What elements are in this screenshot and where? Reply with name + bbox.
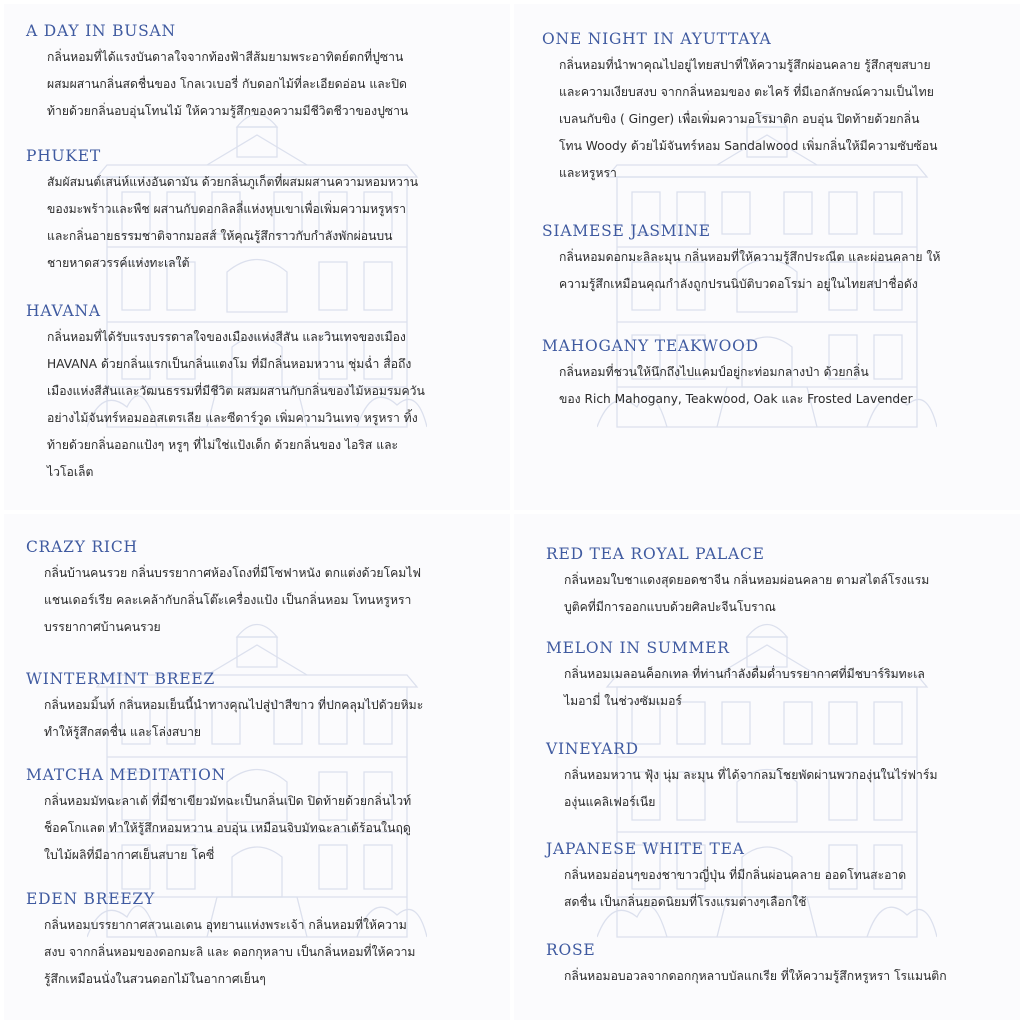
scent-title: CRAZY RICH: [26, 538, 138, 556]
scent-title: VINEYARD: [546, 740, 639, 758]
scent-entry: [514, 337, 1020, 413]
scent-title: JAPANESE WHITE TEA: [546, 840, 745, 858]
scent-title: RED TEA ROYAL PALACE: [546, 545, 765, 563]
scent-entry: [4, 538, 510, 641]
scent-description: กลิ่นหอมอบอวลจากดอกกุหลาบบัลแกเรีย ที่ให้ความรู้สึกหรูหรา โรแมนติก: [564, 969, 947, 983]
scent-title: MAHOGANY TEAKWOOD: [542, 337, 759, 355]
scent-entry: [514, 30, 1020, 187]
panel-top-left: [4, 4, 510, 510]
scent-entry: [4, 766, 510, 869]
scent-description: กลิ่นหอมมัทฉะลาเต้ ที่มีชาเขียวมัทฉะเป็นกลิ่นเปิด ปิดท้ายด้วยกลิ่นไวท์ ช็อคโกแลต ทำให้รู้สึกหอมหวาน อบอุ่น เหมือนจิบมัทฉะลาเต้ร้อนในฤดู ใบไม้ผลิที่มีอากาศเย็นสบาย โคซี่: [44, 794, 412, 862]
scent-title: PHUKET: [26, 147, 102, 165]
scent-entry: [514, 639, 1020, 715]
scent-title: HAVANA: [26, 302, 101, 320]
scent-description: กลิ่นหอมอ่อนๆของชาขาวญี่ปุ่น ที่มีกลิ่นผ่อนคลาย ออดโทนสะอาด สดชื่น เป็นกลิ่นยอดนิยมที่โรงแรมต่างๆเลือกใช้: [564, 868, 907, 909]
scent-title: WINTERMINT BREEZ: [26, 670, 216, 688]
scent-title: MATCHA MEDITATION: [26, 766, 226, 784]
scent-entry: [4, 302, 510, 486]
scent-entry: [4, 670, 510, 746]
scent-description: กลิ่นหอมมิ้นท์ กลิ่นหอมเย็นนี้นำทางคุณไปสู่ป่าสีขาว ที่ปกคลุมไปด้วยหิมะ ทำให้รู้สึกสดชื่น และโล่งสบาย: [44, 698, 424, 739]
scent-title: SIAMESE JASMINE: [542, 222, 711, 240]
scent-entry: [4, 147, 510, 277]
scent-title: EDEN BREEZY: [26, 890, 156, 908]
scent-description: กลิ่นหอมดอกมะลิละมุน กลิ่นหอมที่ให้ความรู้สึกประณีต และผ่อนคลาย ให้ ความรู้สึกเหมือนคุณกำลังถูกปรนนิบัติบวดอโรม่า อยู่ในไทยสปาชื่อดัง: [559, 250, 941, 291]
scent-description: กลิ่นหอมที่ได้แรงบันดาลใจจากท้องฟ้าสีส้มยามพระอาทิตย์ตกที่ปูซาน ผสมผสานกลิ่นสดชื่นของ โกลเวเบอรี่ กับดอกไม้ที่ละเอียดอ่อน และปิด ท้ายด้วยกลิ่นอบอุ่นโทนไม้ ให้ความรู้สึกของความมีชีวิตชีวาของปูซาน: [47, 50, 409, 118]
scent-description: กลิ่นหอมเมลอนค็อกเทล ที่ท่านกำลังดื่มด่ำบรรยากาศที่มีชบาร์ริมทะเล ไมอามี่ ในช่วงซัมเมอร์: [564, 667, 925, 708]
panel-bottom-right: [514, 514, 1020, 1020]
scent-description: กลิ่นหอมที่นำพาคุณไปอยู่ไทยสปาที่ให้ความรู้สึกผ่อนคลาย รู้สึกสุขสบาย และความเงียบสงบ จากกลิ่นหอมของ ตะไคร้ ที่มีเอกลักษณ์ความเป็นไทย เบลนกับขิง ( Ginger) เพื่อเพิ่มความอโรมาติก อบอุ่น ปิดท้ายด้วยกลิ่น โทน Woody ด้วยไม้จันทร์หอม Sandalwood เพิ่มกลิ่นให้มีความซับซ้อน และหรูหรา: [559, 58, 938, 180]
scent-title: ROSE: [546, 941, 596, 959]
scent-description: กลิ่นหอมที่ได้รับแรงบรรดาลใจของเมืองแห่งสีสัน และวินเทจของเมือง HAVANA ด้วยกลิ่นแรกเป็นกลิ่นแตงโม ที่มีกลิ่นหอมหวาน ชุ่มฉ่ำ สื่อถึง เมืองแห่งสีสันและวัฒนธรรมที่มีชีวิต ผสมผสานกับกลิ่นของไม้หอมรมควัน อย่างไม้จันทร์หอมออสเตรเลีย และซีดาร์วูด เพิ่มความวินเทจ หรูหรา ทิ้ง ท้ายด้วยกลิ่นออกแป้งๆ หรูๆ ที่ไม่ใช่แป้งเด็ก ด้วยกลิ่นของ ไอริส และ ไวโอเล็ต: [47, 330, 425, 479]
scent-description: กลิ่นหอมที่ชวนให้นึกถึงไปแคมป์อยู่กะท่อมกลางป่า ด้วยกลิ่น ของ Rich Mahogany, Teakwood, Oak และ Frosted Lavender: [559, 365, 913, 406]
scent-entry: [514, 222, 1020, 298]
scent-entry: [514, 941, 1020, 990]
scent-title: MELON IN SUMMER: [546, 639, 730, 657]
panel-bottom-left: [4, 514, 510, 1020]
scent-entry: [514, 740, 1020, 816]
scent-description: สัมผัสมนต์เสน่ห์แห่งอันดามัน ด้วยกลิ่นภูเก็ตที่ผสมผสานความหอมหวาน ของมะพร้าวและพืช ผสานกับดอกลิลลี่แห่งหุบเขาเพื่อเพิ่มความหรูหรา และกลิ่นอายธรรมชาติจากมอสส์ ให้คุณรู้สึกราวกับกำลังพักผ่อนบน ชายหาดสวรรค์แห่งทะเลใต้: [47, 175, 419, 270]
scent-description: กลิ่นหอมใบชาแดงสุดยอดชาจีน กลิ่นหอมผ่อนคลาย ตามสไตล์โรงแรม บูติคที่มีการออกแบบด้วยศิลปะจีนโบราณ: [564, 573, 930, 614]
scent-entry: [4, 890, 510, 993]
scent-entry: [514, 545, 1020, 621]
scent-description: กลิ่นบ้านคนรวย กลิ่นบรรยากาศห้องโถงที่มีโซฟาหนัง ตกแต่งด้วยโคมไฟ แชนเดอร์เรีย คละเคล้ากับกลิ่นโต๊ะเครื่องแป้ง เป็นกลิ่นหอม โทนหรูหรา บรรยากาศบ้านคนรวย: [44, 566, 422, 634]
scent-entry: [514, 840, 1020, 916]
scent-entry: [4, 22, 510, 125]
scent-description: กลิ่นหอมหวาน ฟุ้ง นุ่ม ละมุน ที่ได้จากลมโชยพัดผ่านพวกองุ่นในไร่ฟาร์ม องุ่นแคลิเฟอร์เนีย: [564, 768, 938, 809]
scent-title: A DAY IN BUSAN: [26, 22, 176, 40]
panel-top-right: [514, 4, 1020, 510]
scent-title: ONE NIGHT IN AYUTTAYA: [542, 30, 772, 48]
scent-description: กลิ่นหอมบรรยากาศสวนเอเดน อุทยานแห่งพระเจ้า กลิ่นหอมที่ให้ความ สงบ จากกลิ่นหอมของดอกมะลิ และ ดอกกุหลาบ เป็นกลิ่นหอมที่ให้ความ รู้สึกเหมือนนั่งในสวนดอกไม้ในอากาศเย็นๆ: [44, 918, 416, 986]
